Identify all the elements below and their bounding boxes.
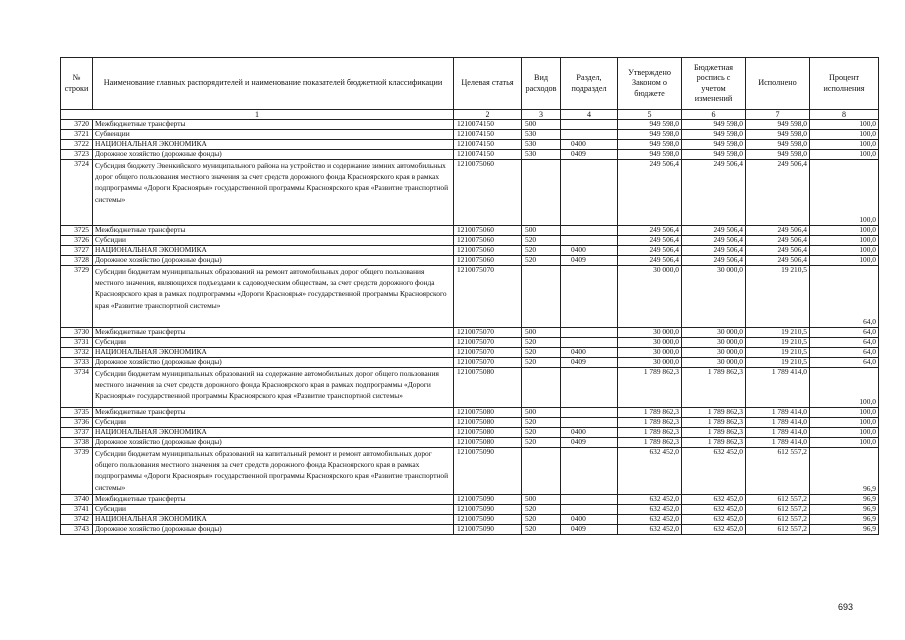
row-percent: 100,0 bbox=[810, 256, 879, 266]
row-expense-type: 530 bbox=[522, 130, 561, 140]
row-executed: 249 506,4 bbox=[746, 246, 810, 256]
row-expense-type bbox=[522, 160, 561, 226]
row-target-article: 1210074150 bbox=[454, 140, 522, 150]
header-executed: Исполнено bbox=[746, 58, 810, 110]
row-budget-schedule: 949 598,0 bbox=[682, 120, 746, 130]
row-section: 0400 bbox=[561, 246, 618, 256]
row-name: НАЦИОНАЛЬНАЯ ЭКОНОМИКА bbox=[93, 515, 454, 525]
row-percent: 96,9 bbox=[810, 495, 879, 505]
row-executed: 249 506,4 bbox=[746, 226, 810, 236]
row-budget-schedule: 249 506,4 bbox=[682, 236, 746, 246]
row-executed: 1 789 414,0 bbox=[746, 408, 810, 418]
table-row bbox=[61, 150, 879, 160]
row-name: Дорожное хозяйство (дорожные фонды) bbox=[93, 438, 454, 448]
row-executed: 19 210,5 bbox=[746, 348, 810, 358]
row-name: Субсидии бюджетам муниципальных образований на капитальный ремонт и ремонт автомобильных дорог общего пользования местного значения за счет средств дорожного фонда Красноярского края в рамках подпрограммы «Дороги Красноярья» государственной программы Красноярского края «Развитие транспортной системы» bbox=[93, 448, 454, 495]
column-number: 2 bbox=[454, 110, 522, 120]
row-executed: 612 557,2 bbox=[746, 525, 810, 535]
table-row bbox=[61, 418, 879, 428]
row-number: 3732 bbox=[61, 348, 93, 358]
row-approved: 249 506,4 bbox=[618, 236, 682, 246]
row-name: Дорожное хозяйство (дорожные фонды) bbox=[93, 525, 454, 535]
row-expense-type bbox=[522, 266, 561, 328]
row-section bbox=[561, 226, 618, 236]
row-number: 3726 bbox=[61, 236, 93, 246]
header-budget-schedule: Бюджетная роспись с учетом изменений bbox=[682, 58, 746, 110]
row-target-article: 1210075090 bbox=[454, 495, 522, 505]
row-percent: 96,9 bbox=[810, 505, 879, 515]
row-target-article: 1210075070 bbox=[454, 266, 522, 328]
row-budget-schedule: 1 789 862,3 bbox=[682, 368, 746, 408]
row-executed: 949 598,0 bbox=[746, 130, 810, 140]
budget-document bbox=[60, 57, 878, 535]
row-approved: 249 506,4 bbox=[618, 160, 682, 226]
row-name: Межбюджетные трансферты bbox=[93, 226, 454, 236]
row-expense-type: 520 bbox=[522, 515, 561, 525]
row-section: 0409 bbox=[561, 438, 618, 448]
row-budget-schedule: 949 598,0 bbox=[682, 130, 746, 140]
row-name: Субсидии bbox=[93, 338, 454, 348]
row-target-article: 1210075080 bbox=[454, 438, 522, 448]
row-name: Субсидии бюджетам муниципальных образований на ремонт автомобильных дорог общего пользования местного значения, являющихся подъездами к садоводческим обществам, за счет средств дорожного фонда Красноярского края в рамках подпрограммы «Дороги Красноярья» государственной программы Красноярского края «Развитие транспортной системы» bbox=[93, 266, 454, 328]
table-body bbox=[61, 120, 879, 535]
row-name: Субсидии bbox=[93, 418, 454, 428]
header-expense-type: Вид расходов bbox=[522, 58, 561, 110]
row-budget-schedule: 249 506,4 bbox=[682, 226, 746, 236]
row-target-article: 1210075080 bbox=[454, 428, 522, 438]
row-percent: 100,0 bbox=[810, 368, 879, 408]
row-percent: 100,0 bbox=[810, 428, 879, 438]
table-row bbox=[61, 256, 879, 266]
row-target-article: 1210075070 bbox=[454, 338, 522, 348]
row-number: 3724 bbox=[61, 160, 93, 226]
header-row-number: № строки bbox=[61, 58, 93, 110]
row-section bbox=[561, 120, 618, 130]
row-section bbox=[561, 236, 618, 246]
row-section bbox=[561, 160, 618, 226]
row-name: НАЦИОНАЛЬНАЯ ЭКОНОМИКА bbox=[93, 348, 454, 358]
row-percent: 100,0 bbox=[810, 418, 879, 428]
column-number: 7 bbox=[746, 110, 810, 120]
column-number: 8 bbox=[810, 110, 879, 120]
row-section: 0409 bbox=[561, 256, 618, 266]
row-approved: 632 452,0 bbox=[618, 515, 682, 525]
table-row bbox=[61, 505, 879, 515]
table-row bbox=[61, 428, 879, 438]
row-target-article: 1210075060 bbox=[454, 160, 522, 226]
table-row bbox=[61, 438, 879, 448]
row-section: 0409 bbox=[561, 358, 618, 368]
row-number: 3736 bbox=[61, 418, 93, 428]
row-number: 3735 bbox=[61, 408, 93, 418]
row-name: Межбюджетные трансферты bbox=[93, 495, 454, 505]
row-name: Межбюджетные трансферты bbox=[93, 328, 454, 338]
table-row bbox=[61, 525, 879, 535]
row-section bbox=[561, 418, 618, 428]
row-budget-schedule: 249 506,4 bbox=[682, 160, 746, 226]
row-executed: 19 210,5 bbox=[746, 338, 810, 348]
row-executed: 19 210,5 bbox=[746, 358, 810, 368]
row-target-article: 1210075080 bbox=[454, 408, 522, 418]
row-percent: 100,0 bbox=[810, 150, 879, 160]
row-name: Субсидии бюджетам муниципальных образований на содержание автомобильных дорог общего пользования местного значения за счет средств дорожного фонда Красноярского края в рамках подпрограммы «Дороги Красноярья» государственной программы Красноярского края «Развитие транспортной системы» bbox=[93, 368, 454, 408]
row-expense-type: 500 bbox=[522, 495, 561, 505]
row-section bbox=[561, 505, 618, 515]
row-number: 3737 bbox=[61, 428, 93, 438]
table-row bbox=[61, 266, 879, 328]
row-executed: 249 506,4 bbox=[746, 160, 810, 226]
row-percent: 64,0 bbox=[810, 338, 879, 348]
row-name: Субсидия бюджету Эвенкийского муниципального района на устройство и содержание зимних автомобильных дорог общего пользования местного значения за счет средств дорожного фонда Красноярского края в рамках подпрограммы «Дороги Красноярья» государственной программы Красноярского края «Развитие транспортной системы» bbox=[93, 160, 454, 226]
row-number: 3729 bbox=[61, 266, 93, 328]
column-number: 3 bbox=[522, 110, 561, 120]
table-row bbox=[61, 348, 879, 358]
row-executed: 1 789 414,0 bbox=[746, 438, 810, 448]
table-row bbox=[61, 236, 879, 246]
row-number: 3731 bbox=[61, 338, 93, 348]
row-section: 0409 bbox=[561, 150, 618, 160]
table-row bbox=[61, 408, 879, 418]
row-budget-schedule: 632 452,0 bbox=[682, 515, 746, 525]
row-expense-type: 520 bbox=[522, 438, 561, 448]
row-name: Субвенции bbox=[93, 130, 454, 140]
row-number: 3743 bbox=[61, 525, 93, 535]
row-target-article: 1210075070 bbox=[454, 358, 522, 368]
row-executed: 1 789 414,0 bbox=[746, 368, 810, 408]
header-section: Раздел, подраздел bbox=[561, 58, 618, 110]
row-expense-type: 520 bbox=[522, 358, 561, 368]
row-executed: 249 506,4 bbox=[746, 236, 810, 246]
row-percent: 64,0 bbox=[810, 266, 879, 328]
column-number: 4 bbox=[561, 110, 618, 120]
row-name: Межбюджетные трансферты bbox=[93, 120, 454, 130]
row-target-article: 1210075090 bbox=[454, 515, 522, 525]
row-executed: 612 557,2 bbox=[746, 515, 810, 525]
row-expense-type: 500 bbox=[522, 408, 561, 418]
row-target-article: 1210075070 bbox=[454, 348, 522, 358]
row-percent: 96,9 bbox=[810, 525, 879, 535]
row-number: 3739 bbox=[61, 448, 93, 495]
row-approved: 1 789 862,3 bbox=[618, 408, 682, 418]
row-number: 3738 bbox=[61, 438, 93, 448]
row-name: Субсидии bbox=[93, 236, 454, 246]
row-executed: 612 557,2 bbox=[746, 505, 810, 515]
row-percent: 100,0 bbox=[810, 236, 879, 246]
row-executed: 949 598,0 bbox=[746, 150, 810, 160]
row-approved: 249 506,4 bbox=[618, 246, 682, 256]
row-expense-type: 520 bbox=[522, 256, 561, 266]
table-row bbox=[61, 140, 879, 150]
row-budget-schedule: 30 000,0 bbox=[682, 338, 746, 348]
row-approved: 1 789 862,3 bbox=[618, 428, 682, 438]
row-expense-type: 500 bbox=[522, 328, 561, 338]
row-target-article: 1210075060 bbox=[454, 226, 522, 236]
row-expense-type: 520 bbox=[522, 236, 561, 246]
row-executed: 19 210,5 bbox=[746, 328, 810, 338]
row-budget-schedule: 249 506,4 bbox=[682, 246, 746, 256]
table-row bbox=[61, 495, 879, 505]
table-header-row bbox=[61, 58, 879, 110]
table-row bbox=[61, 328, 879, 338]
row-percent: 96,9 bbox=[810, 515, 879, 525]
table-row bbox=[61, 246, 879, 256]
row-target-article: 1210074150 bbox=[454, 150, 522, 160]
row-percent: 100,0 bbox=[810, 130, 879, 140]
row-executed: 1 789 414,0 bbox=[746, 428, 810, 438]
row-section bbox=[561, 368, 618, 408]
table-row bbox=[61, 120, 879, 130]
header-target-article: Целевая статья bbox=[454, 58, 522, 110]
row-expense-type: 520 bbox=[522, 348, 561, 358]
row-name: Субсидии bbox=[93, 505, 454, 515]
row-name: НАЦИОНАЛЬНАЯ ЭКОНОМИКА bbox=[93, 246, 454, 256]
row-expense-type: 520 bbox=[522, 505, 561, 515]
row-executed: 949 598,0 bbox=[746, 140, 810, 150]
row-budget-schedule: 249 506,4 bbox=[682, 256, 746, 266]
row-percent: 100,0 bbox=[810, 140, 879, 150]
header-name: Наименование главных распорядителей и наименование показателей бюджетной классификации bbox=[93, 58, 454, 110]
row-percent: 96,9 bbox=[810, 448, 879, 495]
row-target-article: 1210075060 bbox=[454, 236, 522, 246]
row-approved: 1 789 862,3 bbox=[618, 418, 682, 428]
row-approved: 30 000,0 bbox=[618, 348, 682, 358]
column-number: 6 bbox=[682, 110, 746, 120]
row-budget-schedule: 632 452,0 bbox=[682, 448, 746, 495]
row-section: 0400 bbox=[561, 348, 618, 358]
row-budget-schedule: 1 789 862,3 bbox=[682, 418, 746, 428]
row-percent: 64,0 bbox=[810, 328, 879, 338]
row-name: Дорожное хозяйство (дорожные фонды) bbox=[93, 358, 454, 368]
row-budget-schedule: 632 452,0 bbox=[682, 495, 746, 505]
row-approved: 632 452,0 bbox=[618, 495, 682, 505]
row-name: Дорожное хозяйство (дорожные фонды) bbox=[93, 256, 454, 266]
row-expense-type: 530 bbox=[522, 140, 561, 150]
row-expense-type: 520 bbox=[522, 246, 561, 256]
row-section bbox=[561, 495, 618, 505]
row-budget-schedule: 30 000,0 bbox=[682, 266, 746, 328]
row-budget-schedule: 30 000,0 bbox=[682, 348, 746, 358]
header-approved: Утверждено Законом о бюджете bbox=[618, 58, 682, 110]
row-name: НАЦИОНАЛЬНАЯ ЭКОНОМИКА bbox=[93, 140, 454, 150]
row-budget-schedule: 949 598,0 bbox=[682, 140, 746, 150]
row-number: 3728 bbox=[61, 256, 93, 266]
row-approved: 30 000,0 bbox=[618, 328, 682, 338]
row-expense-type: 520 bbox=[522, 418, 561, 428]
table-row bbox=[61, 358, 879, 368]
row-section bbox=[561, 328, 618, 338]
column-number: 5 bbox=[618, 110, 682, 120]
row-percent: 64,0 bbox=[810, 358, 879, 368]
row-target-article: 1210075080 bbox=[454, 368, 522, 408]
row-budget-schedule: 632 452,0 bbox=[682, 525, 746, 535]
row-target-article: 1210075080 bbox=[454, 418, 522, 428]
row-target-article: 1210075060 bbox=[454, 256, 522, 266]
row-number: 3734 bbox=[61, 368, 93, 408]
row-approved: 949 598,0 bbox=[618, 120, 682, 130]
row-number: 3740 bbox=[61, 495, 93, 505]
row-budget-schedule: 30 000,0 bbox=[682, 328, 746, 338]
row-executed: 949 598,0 bbox=[746, 120, 810, 130]
column-number-row bbox=[61, 110, 879, 120]
row-section: 0409 bbox=[561, 525, 618, 535]
row-expense-type: 530 bbox=[522, 150, 561, 160]
row-section: 0400 bbox=[561, 515, 618, 525]
row-number: 3727 bbox=[61, 246, 93, 256]
header-percent: Процент исполнения bbox=[810, 58, 879, 110]
row-expense-type: 520 bbox=[522, 428, 561, 438]
table-row bbox=[61, 226, 879, 236]
row-percent: 100,0 bbox=[810, 120, 879, 130]
row-number: 3725 bbox=[61, 226, 93, 236]
row-executed: 19 210,5 bbox=[746, 266, 810, 328]
row-target-article: 1210075090 bbox=[454, 525, 522, 535]
row-name: Межбюджетные трансферты bbox=[93, 408, 454, 418]
row-section bbox=[561, 448, 618, 495]
row-number: 3723 bbox=[61, 150, 93, 160]
row-approved: 30 000,0 bbox=[618, 266, 682, 328]
table-row bbox=[61, 130, 879, 140]
table-row bbox=[61, 448, 879, 495]
row-target-article: 1210074150 bbox=[454, 130, 522, 140]
row-expense-type: 500 bbox=[522, 120, 561, 130]
row-expense-type: 520 bbox=[522, 525, 561, 535]
table-row bbox=[61, 160, 879, 226]
row-approved: 949 598,0 bbox=[618, 150, 682, 160]
row-number: 3720 bbox=[61, 120, 93, 130]
row-percent: 100,0 bbox=[810, 438, 879, 448]
column-number: 1 bbox=[61, 110, 454, 120]
row-approved: 249 506,4 bbox=[618, 256, 682, 266]
row-expense-type: 500 bbox=[522, 226, 561, 236]
row-percent: 100,0 bbox=[810, 160, 879, 226]
row-section bbox=[561, 408, 618, 418]
row-name: Дорожное хозяйство (дорожные фонды) bbox=[93, 150, 454, 160]
row-budget-schedule: 30 000,0 bbox=[682, 358, 746, 368]
row-approved: 632 452,0 bbox=[618, 505, 682, 515]
row-budget-schedule: 1 789 862,3 bbox=[682, 408, 746, 418]
table-row bbox=[61, 368, 879, 408]
row-target-article: 1210075070 bbox=[454, 328, 522, 338]
row-percent: 64,0 bbox=[810, 348, 879, 358]
row-executed: 249 506,4 bbox=[746, 256, 810, 266]
row-percent: 100,0 bbox=[810, 226, 879, 236]
row-approved: 949 598,0 bbox=[618, 130, 682, 140]
row-approved: 1 789 862,3 bbox=[618, 438, 682, 448]
row-approved: 949 598,0 bbox=[618, 140, 682, 150]
row-approved: 632 452,0 bbox=[618, 525, 682, 535]
row-section: 0400 bbox=[561, 140, 618, 150]
row-expense-type bbox=[522, 368, 561, 408]
row-number: 3722 bbox=[61, 140, 93, 150]
row-number: 3742 bbox=[61, 515, 93, 525]
row-percent: 100,0 bbox=[810, 408, 879, 418]
table-row bbox=[61, 515, 879, 525]
row-approved: 632 452,0 bbox=[618, 448, 682, 495]
row-target-article: 1210075090 bbox=[454, 448, 522, 495]
row-budget-schedule: 632 452,0 bbox=[682, 505, 746, 515]
row-expense-type bbox=[522, 448, 561, 495]
row-percent: 100,0 bbox=[810, 246, 879, 256]
row-budget-schedule: 949 598,0 bbox=[682, 150, 746, 160]
row-executed: 612 557,2 bbox=[746, 495, 810, 505]
row-expense-type: 520 bbox=[522, 338, 561, 348]
budget-table bbox=[60, 57, 879, 535]
row-approved: 30 000,0 bbox=[618, 358, 682, 368]
row-approved: 249 506,4 bbox=[618, 226, 682, 236]
table-row bbox=[61, 338, 879, 348]
row-number: 3730 bbox=[61, 328, 93, 338]
page-number: 693 bbox=[838, 602, 854, 612]
row-section bbox=[561, 338, 618, 348]
row-budget-schedule: 1 789 862,3 bbox=[682, 438, 746, 448]
row-target-article: 1210074150 bbox=[454, 120, 522, 130]
row-approved: 30 000,0 bbox=[618, 338, 682, 348]
row-section bbox=[561, 266, 618, 328]
row-number: 3721 bbox=[61, 130, 93, 140]
row-section: 0400 bbox=[561, 428, 618, 438]
row-budget-schedule: 1 789 862,3 bbox=[682, 428, 746, 438]
row-target-article: 1210075060 bbox=[454, 246, 522, 256]
row-number: 3733 bbox=[61, 358, 93, 368]
row-section bbox=[561, 130, 618, 140]
row-target-article: 1210075090 bbox=[454, 505, 522, 515]
row-name: НАЦИОНАЛЬНАЯ ЭКОНОМИКА bbox=[93, 428, 454, 438]
row-executed: 612 557,2 bbox=[746, 448, 810, 495]
row-approved: 1 789 862,3 bbox=[618, 368, 682, 408]
row-number: 3741 bbox=[61, 505, 93, 515]
row-executed: 1 789 414,0 bbox=[746, 418, 810, 428]
